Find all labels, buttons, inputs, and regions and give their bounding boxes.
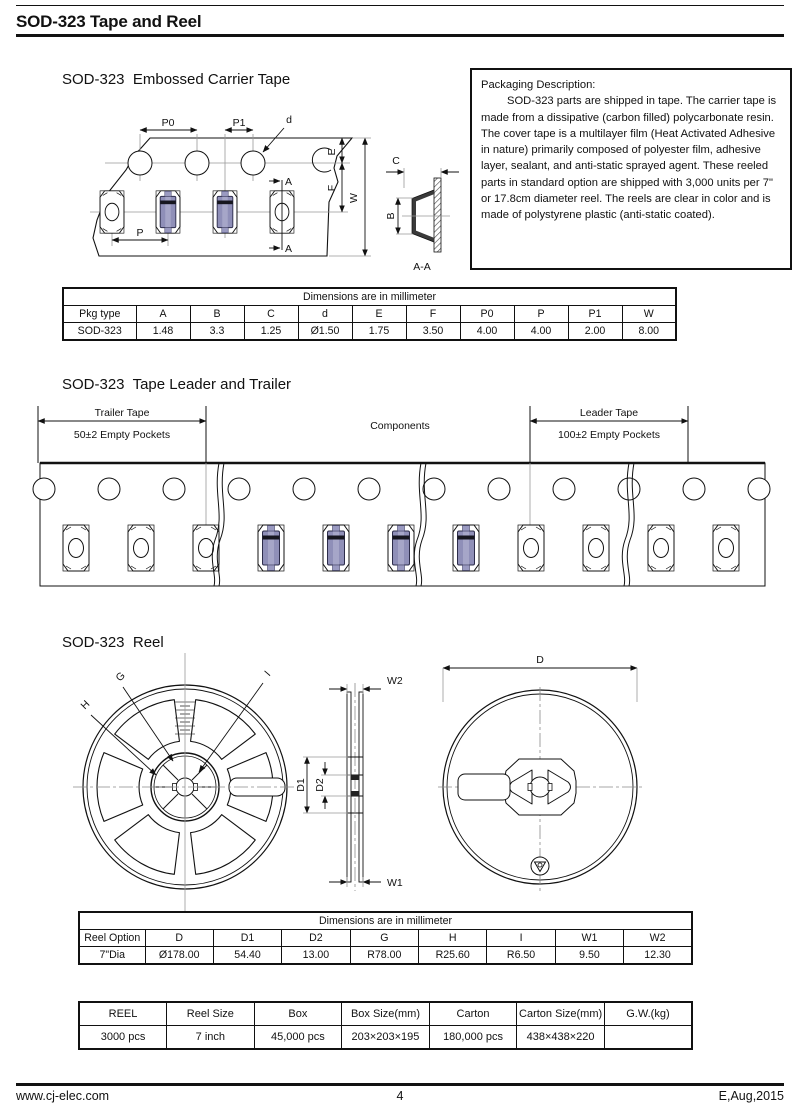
packaging-body: SOD-323 parts are shipped in tape. The carrier tape is made from a dissipative (carbon filled) polycarbonate resin. The cover tape is a multilayer film (Heat Activated Adhesive in nature) primarily composed of polyester film, adhesive layer, sealant, and anti-static sprayed agent. These reeled parts in standard option are shipped with 3,000 units per 7" or 17.8cm diameter reel. The reels are clear in color and is made of polystyrene plastic (anti-static coated). xyxy=(481,95,777,222)
label-c: C xyxy=(392,155,400,167)
carrier-dimensions-table xyxy=(62,287,677,341)
leader-trailer-drawing xyxy=(28,400,773,595)
table-row: 7"Dia Ø178.00 54.40 13.00 R78.00 R25.60 R6.50 9.50 12.30 xyxy=(79,947,692,965)
table-row: 3000 pcs 7 inch 45,000 pcs 203×203×195 180,000 pcs 438×438×220 xyxy=(79,1026,692,1050)
label-a-top: A xyxy=(285,176,293,188)
label-w2: W2 xyxy=(387,675,403,687)
label-f: F xyxy=(326,184,338,192)
label-w: W xyxy=(348,193,360,203)
table-caption-row: Dimensions are in millimeter xyxy=(79,912,692,930)
label-leader-pockets: 100±2 Empty Pockets xyxy=(557,429,661,441)
section-title-reel: SOD-323 Reel xyxy=(62,634,164,651)
reel-front-view xyxy=(73,653,303,913)
label-trailer-tape: Trailer Tape xyxy=(94,407,150,419)
table-header-row: REEL Reel Size Box Box Size(mm) Carton Carton Size(mm) G.W.(kg) xyxy=(79,1002,692,1026)
packaging-description-box xyxy=(470,68,792,270)
packing-quantity-table xyxy=(78,1001,693,1050)
label-b: B xyxy=(385,212,397,220)
label-d1: D1 xyxy=(295,778,307,792)
label-p: P xyxy=(136,227,144,239)
label-d2: D2 xyxy=(314,778,326,792)
footer-revision: E,Aug,2015 xyxy=(718,1089,784,1103)
label-i: I xyxy=(261,669,274,678)
page-title: SOD-323 Tape and Reel xyxy=(16,12,202,31)
reel-dimensions-table xyxy=(78,911,693,965)
reel-side-view xyxy=(295,675,403,891)
header-rule xyxy=(16,34,784,37)
label-section-aa: A-A xyxy=(413,261,431,273)
label-d-big: D xyxy=(536,654,544,666)
section-view-aa xyxy=(386,168,459,252)
footer-page-number: 4 xyxy=(396,1089,404,1103)
label-components: Components xyxy=(370,420,430,432)
tape-insert-slot xyxy=(458,774,510,800)
label-a-bottom: A xyxy=(285,243,293,255)
label-leader-tape: Leader Tape xyxy=(579,407,639,419)
carrier-tape-drawing xyxy=(50,90,470,286)
table-caption-row: Dimensions are in millimeter xyxy=(63,288,676,306)
label-p1: P1 xyxy=(232,117,246,129)
top-hairline xyxy=(16,5,784,6)
label-e: E xyxy=(326,148,338,156)
label-g: G xyxy=(113,669,128,684)
packaging-title: Packaging Description: xyxy=(481,79,596,91)
table-header-row: Pkg type A B C d E F P0 P P1 W xyxy=(63,306,676,323)
reel-drawing xyxy=(35,645,765,907)
label-p0: P0 xyxy=(161,117,175,129)
table-header-row: Reel Option D D1 D2 G H I W1 W2 xyxy=(79,930,692,947)
table-row: SOD-323 1.48 3.3 1.25 Ø1.50 1.75 3.50 4.00 4.00 2.00 8.00 xyxy=(63,323,676,341)
label-trailer-pockets: 50±2 Empty Pockets xyxy=(73,429,171,441)
label-d: d xyxy=(286,114,292,126)
section-title-carrier: SOD-323 Embossed Carrier Tape xyxy=(62,71,291,88)
label-h: H xyxy=(78,698,93,712)
label-w1: W1 xyxy=(387,877,403,889)
footer-website: www.cj-elec.com xyxy=(16,1089,110,1103)
recycle-logo xyxy=(531,857,549,875)
footer-rule xyxy=(16,1083,784,1086)
section-title-leader: SOD-323 Tape Leader and Trailer xyxy=(62,376,292,393)
reel-face-view xyxy=(438,654,642,891)
